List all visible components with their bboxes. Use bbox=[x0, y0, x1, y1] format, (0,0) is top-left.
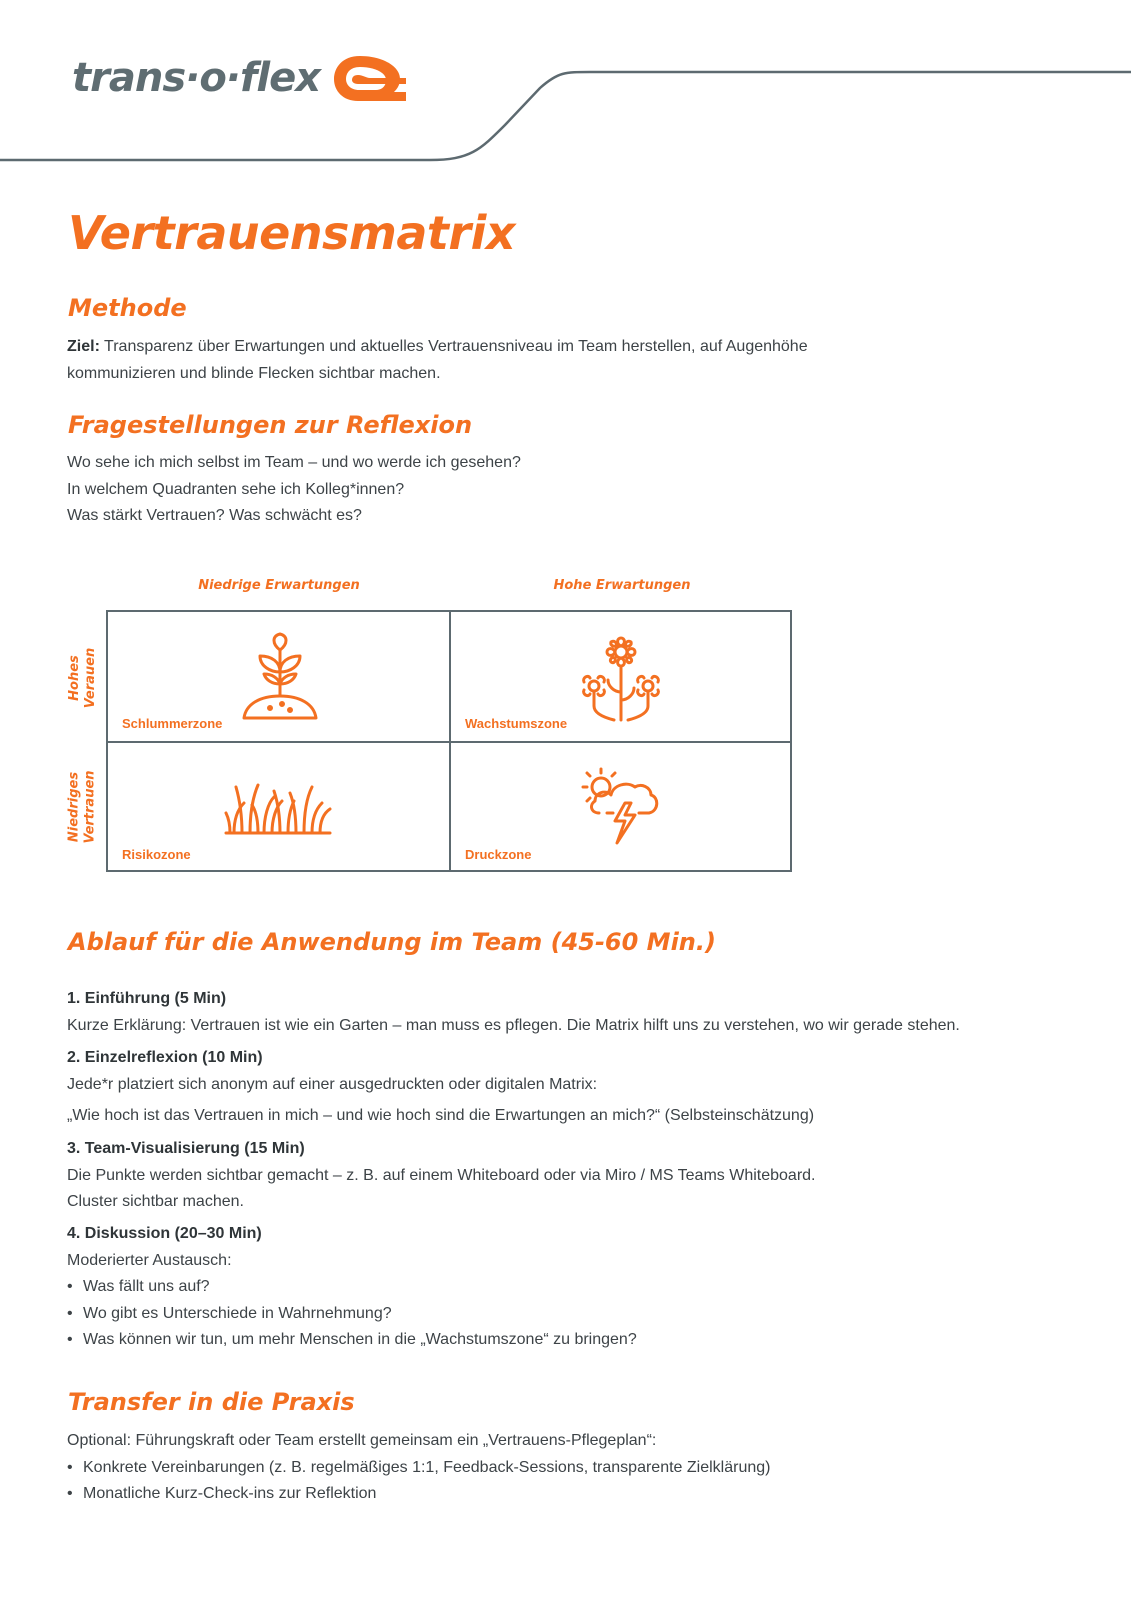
grass-icon bbox=[224, 781, 334, 837]
page-title: Vertrauensmatrix bbox=[68, 206, 516, 260]
list-item: • Was fällt uns auf? bbox=[67, 1274, 637, 1301]
zone-label: Schlummerzone bbox=[122, 716, 223, 731]
step-text: Kurze Erklärung: Vertrauen ist wie ein Garten – man muss es pflegen. Die Matrix hilft uns zu verstehen, wo wir gerade stehen. bbox=[67, 1016, 960, 1034]
row-label-line: Vertrauen bbox=[83, 770, 99, 844]
step-text: „Wie hoch ist das Vertrauen in mich – und wie hoch sind die Erwartungen an mich?“ (Selbsteinschätzung) bbox=[67, 1107, 815, 1124]
zone-label: Wachstumszone bbox=[465, 716, 568, 731]
ablauf-step-4 bbox=[67, 1221, 637, 1354]
ablauf-step-3 bbox=[67, 1136, 816, 1216]
matrix-column-low-expectations: Niedrige Erwartungen bbox=[198, 578, 360, 593]
sprout-icon bbox=[240, 632, 320, 724]
reflexion-questions bbox=[67, 450, 521, 530]
step-title: 1. Einführung (5 Min) bbox=[67, 990, 227, 1007]
section-heading-ablauf: Ablauf für die Anwendung im Team (45-60 Min.) bbox=[68, 928, 716, 956]
brand-wordmark: trans·o·flex bbox=[72, 55, 321, 101]
matrix-column-high-expectations: Hohe Erwartungen bbox=[553, 578, 691, 593]
section-heading-reflexion: Fragestellungen zur Reflexion bbox=[68, 411, 473, 439]
matrix-cell-risikozone bbox=[108, 743, 449, 872]
methode-text bbox=[67, 334, 808, 387]
row-label-line: Verauen bbox=[83, 647, 99, 709]
matrix-row-low-trust bbox=[66, 742, 100, 872]
transfer-intro: Optional: Führungskraft oder Team erstellt gemeinsam ein „Vertrauens-Pflegeplan“: bbox=[67, 1432, 657, 1449]
ziel-label: Ziel: bbox=[67, 338, 100, 355]
question-item: Wo sehe ich mich selbst im Team – und wo werde ich gesehen? bbox=[67, 454, 521, 471]
methode-line: Transparenz über Erwartungen und aktuelles Vertrauensniveau im Team herstellen, auf Augenhöhe bbox=[99, 338, 808, 355]
section-heading-methode: Methode bbox=[68, 294, 187, 322]
step-title: 2. Einzelreflexion (10 Min) bbox=[67, 1049, 263, 1066]
row-label-line: Niedriges bbox=[67, 771, 83, 843]
step-text: Die Punkte werden sichtbar gemacht – z. B. auf einem Whiteboard oder via Miro / MS Teams Whiteboard. bbox=[67, 1166, 816, 1184]
step-title: 4. Diskussion (20–30 Min) bbox=[67, 1225, 262, 1242]
matrix-cell-druckzone bbox=[451, 743, 792, 872]
list-item: • Was können wir tun, um mehr Menschen in die „Wachstumszone“ zu bringen? bbox=[67, 1327, 637, 1354]
section-heading-transfer: Transfer in die Praxis bbox=[68, 1388, 355, 1416]
matrix-cell-wachstumszone bbox=[451, 612, 792, 741]
trust-matrix bbox=[106, 610, 792, 872]
zone-label: Druckzone bbox=[465, 847, 532, 862]
brand-logo bbox=[72, 52, 410, 104]
ablauf-step-1 bbox=[67, 986, 960, 1039]
zone-label: Risikozone bbox=[122, 847, 191, 862]
methode-line: kommunizieren und blinde Flecken sichtbar machen. bbox=[67, 364, 441, 382]
list-item: • Konkrete Vereinbarungen (z. B. regelmäßiges 1:1, Feedback-Sessions, transparente Zielklärung) bbox=[67, 1455, 770, 1482]
question-item: In welchem Quadranten sehe ich Kolleg*innen? bbox=[67, 480, 405, 498]
list-item: • Wo gibt es Unterschiede in Wahrnehmung? bbox=[67, 1301, 637, 1328]
flowers-icon bbox=[578, 632, 664, 724]
transfer-text bbox=[67, 1428, 770, 1508]
step-text: Cluster sichtbar machen. bbox=[67, 1193, 244, 1210]
ablauf-step-2 bbox=[67, 1045, 814, 1130]
storm-cloud-icon bbox=[579, 763, 661, 849]
matrix-row-high-trust bbox=[66, 613, 100, 743]
question-item: Was stärkt Vertrauen? Was schwächt es? bbox=[67, 507, 362, 524]
brand-mark-icon bbox=[330, 52, 410, 104]
step-title: 3. Team-Visualisierung (15 Min) bbox=[67, 1140, 305, 1157]
step-text: Moderierter Austausch: bbox=[67, 1251, 232, 1269]
row-label-line: Hohes bbox=[67, 655, 83, 701]
list-item: • Monatliche Kurz-Check-ins zur Reflektion bbox=[67, 1481, 770, 1508]
step-text: Jede*r platziert sich anonym auf einer ausgedruckten oder digitalen Matrix: bbox=[67, 1075, 598, 1093]
matrix-cell-schlummerzone bbox=[108, 612, 449, 741]
